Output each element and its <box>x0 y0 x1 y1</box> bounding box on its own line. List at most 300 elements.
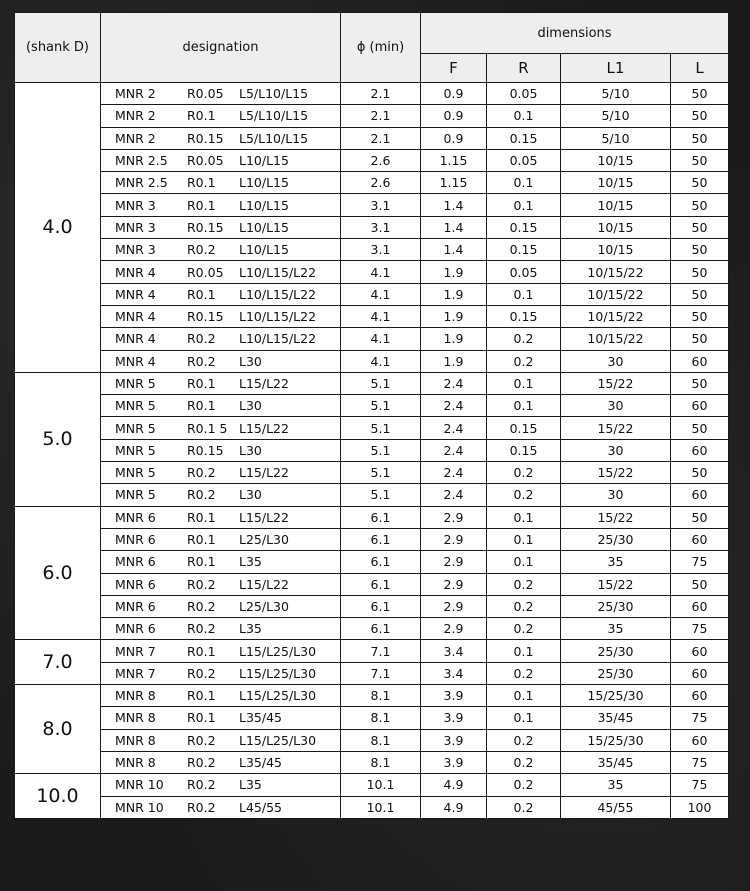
table-row <box>15 261 729 283</box>
header-l: L <box>671 54 729 83</box>
corner-radius: R0.2 <box>187 353 216 369</box>
length-options: L15/L25/L30 <box>239 732 317 748</box>
corner-radius: R0.2 <box>187 732 216 748</box>
r-cell: 0.15 <box>487 127 561 149</box>
table-header <box>15 13 729 83</box>
corner-radius: R0.1 <box>187 175 216 191</box>
table-row <box>15 127 729 149</box>
r-cell: 0.15 <box>487 239 561 261</box>
spec-sheet <box>14 12 728 819</box>
table-row <box>15 372 729 394</box>
corner-radius: R0.2 <box>187 777 216 793</box>
corner-radius: R0.15 <box>187 309 224 325</box>
phi-min-cell: 5.1 <box>341 439 421 461</box>
length-options: L10/L15 <box>239 242 289 258</box>
l-cell: 75 <box>671 774 729 796</box>
f-cell: 2.9 <box>421 618 487 640</box>
length-options: L15/L25/L30 <box>239 688 317 704</box>
length-options: L15/L22 <box>239 376 289 391</box>
designation-cell <box>101 729 341 751</box>
corner-radius: R0.1 <box>187 398 216 414</box>
table-row <box>15 417 729 439</box>
phi-min-cell: 2.1 <box>341 127 421 149</box>
l1-cell: 10/15/22 <box>561 283 671 305</box>
corner-radius: R0.2 <box>187 242 216 258</box>
designation-cell <box>101 261 341 283</box>
r-cell: 0.1 <box>487 283 561 305</box>
phi-min-cell: 3.1 <box>341 216 421 238</box>
length-options: L30 <box>239 353 262 369</box>
r-cell: 0.2 <box>487 462 561 484</box>
l-cell: 50 <box>671 305 729 327</box>
l-cell: 50 <box>671 172 729 194</box>
length-options: L5/L10/L15 <box>239 108 309 124</box>
phi-min-cell: 2.1 <box>341 105 421 127</box>
corner-radius: R0.1 <box>187 376 216 391</box>
shank-diameter-cell: 8.0 <box>15 685 101 774</box>
phi-min-cell: 6.1 <box>341 595 421 617</box>
table-row <box>15 751 729 773</box>
model-name: MNR 5 <box>115 442 156 458</box>
header-shank: (shank D) <box>15 13 101 83</box>
model-name: MNR 5 <box>115 376 156 391</box>
corner-radius: R0.05 <box>187 153 224 169</box>
model-name: MNR 4 <box>115 309 156 325</box>
r-cell: 0.05 <box>487 83 561 105</box>
f-cell: 1.4 <box>421 194 487 216</box>
length-options: L10/L15 <box>239 219 289 235</box>
corner-radius: R0.2 <box>187 755 216 771</box>
phi-min-cell: 8.1 <box>341 751 421 773</box>
l-cell: 60 <box>671 528 729 550</box>
r-cell: 0.05 <box>487 149 561 171</box>
model-name: MNR 5 <box>115 465 156 481</box>
corner-radius: R0.2 <box>187 487 216 503</box>
l1-cell: 25/30 <box>561 595 671 617</box>
f-cell: 2.9 <box>421 595 487 617</box>
phi-min-cell: 8.1 <box>341 729 421 751</box>
model-name: MNR 3 <box>115 197 156 213</box>
length-options: L35 <box>239 554 262 570</box>
f-cell: 3.4 <box>421 662 487 684</box>
r-cell: 0.1 <box>487 707 561 729</box>
corner-radius: R0.1 <box>187 532 216 548</box>
table-row <box>15 662 729 684</box>
designation-cell <box>101 83 341 105</box>
header-phi-min: ϕ (min) <box>341 13 421 83</box>
l1-cell: 15/22 <box>561 573 671 595</box>
l-cell: 60 <box>671 395 729 417</box>
header-f: F <box>421 54 487 83</box>
model-name: MNR 5 <box>115 420 156 436</box>
corner-radius: R0.15 <box>187 442 224 458</box>
l-cell: 50 <box>671 372 729 394</box>
r-cell: 0.1 <box>487 506 561 528</box>
table-row <box>15 573 729 595</box>
length-options: L15/L22 <box>239 509 289 525</box>
r-cell: 0.1 <box>487 194 561 216</box>
length-options: L45/55 <box>239 799 282 815</box>
model-name: MNR 3 <box>115 219 156 235</box>
l-cell: 100 <box>671 796 729 818</box>
table-row <box>15 239 729 261</box>
f-cell: 3.9 <box>421 729 487 751</box>
table-row <box>15 328 729 350</box>
l1-cell: 15/22 <box>561 372 671 394</box>
phi-min-cell: 5.1 <box>341 372 421 394</box>
length-options: L35/45 <box>239 755 282 771</box>
header-r: R <box>487 54 561 83</box>
l-cell: 50 <box>671 149 729 171</box>
l1-cell: 35 <box>561 774 671 796</box>
model-name: MNR 2 <box>115 130 156 146</box>
l1-cell: 35/45 <box>561 707 671 729</box>
l1-cell: 5/10 <box>561 127 671 149</box>
length-options: L5/L10/L15 <box>239 86 309 102</box>
corner-radius: R0.1 <box>187 197 216 213</box>
l-cell: 60 <box>671 484 729 506</box>
l1-cell: 30 <box>561 350 671 372</box>
phi-min-cell: 4.1 <box>341 305 421 327</box>
f-cell: 1.4 <box>421 216 487 238</box>
r-cell: 0.1 <box>487 551 561 573</box>
phi-min-cell: 4.1 <box>341 328 421 350</box>
l-cell: 60 <box>671 595 729 617</box>
phi-min-cell: 5.1 <box>341 484 421 506</box>
r-cell: 0.05 <box>487 261 561 283</box>
r-cell: 0.2 <box>487 751 561 773</box>
header-dimensions: dimensions <box>421 13 729 54</box>
designation-cell <box>101 640 341 662</box>
phi-min-cell: 4.1 <box>341 350 421 372</box>
designation-cell <box>101 283 341 305</box>
table-row <box>15 216 729 238</box>
designation-cell <box>101 216 341 238</box>
l-cell: 50 <box>671 573 729 595</box>
l-cell: 60 <box>671 685 729 707</box>
f-cell: 4.9 <box>421 774 487 796</box>
l1-cell: 10/15 <box>561 149 671 171</box>
l-cell: 75 <box>671 707 729 729</box>
l-cell: 75 <box>671 618 729 640</box>
table-row <box>15 618 729 640</box>
length-options: L10/L15 <box>239 175 289 191</box>
designation-cell <box>101 774 341 796</box>
f-cell: 2.9 <box>421 506 487 528</box>
r-cell: 0.2 <box>487 484 561 506</box>
model-name: MNR 8 <box>115 755 156 771</box>
r-cell: 0.1 <box>487 528 561 550</box>
r-cell: 0.2 <box>487 618 561 640</box>
l-cell: 50 <box>671 83 729 105</box>
designation-cell <box>101 439 341 461</box>
length-options: L35/45 <box>239 710 282 726</box>
length-options: L35 <box>239 621 262 637</box>
table-row <box>15 305 729 327</box>
corner-radius: R0.2 <box>187 331 216 347</box>
table-row <box>15 350 729 372</box>
f-cell: 2.4 <box>421 439 487 461</box>
table-row <box>15 83 729 105</box>
designation-cell <box>101 528 341 550</box>
phi-min-cell: 4.1 <box>341 261 421 283</box>
length-options: L5/L10/L15 <box>239 130 309 146</box>
r-cell: 0.2 <box>487 328 561 350</box>
length-options: L15/L22 <box>239 420 289 436</box>
l-cell: 50 <box>671 506 729 528</box>
corner-radius: R0.2 <box>187 621 216 637</box>
table-row <box>15 707 729 729</box>
length-options: L15/L22 <box>239 465 289 481</box>
l1-cell: 15/22 <box>561 417 671 439</box>
l1-cell: 10/15 <box>561 172 671 194</box>
table-row <box>15 194 729 216</box>
r-cell: 0.2 <box>487 573 561 595</box>
l1-cell: 30 <box>561 484 671 506</box>
r-cell: 0.15 <box>487 439 561 461</box>
model-name: MNR 7 <box>115 643 156 659</box>
corner-radius: R0.1 5 <box>187 420 228 436</box>
l-cell: 50 <box>671 261 729 283</box>
table-row <box>15 395 729 417</box>
length-options: L25/L30 <box>239 532 289 548</box>
f-cell: 2.9 <box>421 573 487 595</box>
l1-cell: 10/15/22 <box>561 305 671 327</box>
phi-min-cell: 7.1 <box>341 662 421 684</box>
r-cell: 0.15 <box>487 305 561 327</box>
designation-cell <box>101 551 341 573</box>
corner-radius: R0.1 <box>187 108 216 124</box>
model-name: MNR 8 <box>115 688 156 704</box>
l-cell: 75 <box>671 551 729 573</box>
designation-cell <box>101 305 341 327</box>
length-options: L30 <box>239 442 262 458</box>
f-cell: 1.4 <box>421 239 487 261</box>
designation-cell <box>101 172 341 194</box>
phi-min-cell: 3.1 <box>341 194 421 216</box>
l1-cell: 5/10 <box>561 83 671 105</box>
model-name: MNR 3 <box>115 242 156 258</box>
r-cell: 0.2 <box>487 796 561 818</box>
table-row <box>15 774 729 796</box>
length-options: L15/L25/L30 <box>239 665 317 681</box>
shank-diameter-cell: 4.0 <box>15 83 101 373</box>
corner-radius: R0.1 <box>187 643 216 659</box>
f-cell: 2.4 <box>421 462 487 484</box>
f-cell: 2.9 <box>421 551 487 573</box>
designation-cell <box>101 662 341 684</box>
model-name: MNR 10 <box>115 799 164 815</box>
phi-min-cell: 4.1 <box>341 283 421 305</box>
phi-min-cell: 6.1 <box>341 551 421 573</box>
phi-min-cell: 8.1 <box>341 707 421 729</box>
designation-cell <box>101 484 341 506</box>
f-cell: 0.9 <box>421 83 487 105</box>
l-cell: 60 <box>671 350 729 372</box>
shank-diameter-cell: 10.0 <box>15 774 101 819</box>
table-row <box>15 283 729 305</box>
corner-radius: R0.2 <box>187 665 216 681</box>
model-name: MNR 8 <box>115 732 156 748</box>
l1-cell: 35 <box>561 551 671 573</box>
table-row <box>15 729 729 751</box>
model-name: MNR 5 <box>115 487 156 503</box>
model-name: MNR 4 <box>115 286 156 302</box>
model-name: MNR 2 <box>115 86 156 102</box>
table-row <box>15 551 729 573</box>
r-cell: 0.15 <box>487 216 561 238</box>
phi-min-cell: 5.1 <box>341 417 421 439</box>
r-cell: 0.2 <box>487 774 561 796</box>
shank-diameter-cell: 7.0 <box>15 640 101 685</box>
phi-min-cell: 7.1 <box>341 640 421 662</box>
l1-cell: 45/55 <box>561 796 671 818</box>
dimensions-table <box>14 12 729 819</box>
model-name: MNR 5 <box>115 398 156 414</box>
header-l1: L1 <box>561 54 671 83</box>
l1-cell: 25/30 <box>561 662 671 684</box>
designation-cell <box>101 350 341 372</box>
l-cell: 60 <box>671 729 729 751</box>
table-row <box>15 172 729 194</box>
l1-cell: 25/30 <box>561 640 671 662</box>
table-row <box>15 640 729 662</box>
f-cell: 0.9 <box>421 127 487 149</box>
f-cell: 3.9 <box>421 751 487 773</box>
length-options: L10/L15/L22 <box>239 309 317 325</box>
designation-cell <box>101 372 341 394</box>
designation-cell <box>101 595 341 617</box>
table-row <box>15 105 729 127</box>
l-cell: 60 <box>671 640 729 662</box>
f-cell: 1.9 <box>421 283 487 305</box>
l1-cell: 15/22 <box>561 506 671 528</box>
designation-cell <box>101 506 341 528</box>
corner-radius: R0.1 <box>187 286 216 302</box>
length-options: L30 <box>239 487 262 503</box>
phi-min-cell: 2.6 <box>341 149 421 171</box>
l1-cell: 5/10 <box>561 105 671 127</box>
table-row <box>15 149 729 171</box>
r-cell: 0.2 <box>487 350 561 372</box>
f-cell: 1.9 <box>421 261 487 283</box>
l-cell: 50 <box>671 194 729 216</box>
header-designation: designation <box>101 13 341 83</box>
model-name: MNR 7 <box>115 665 156 681</box>
l1-cell: 10/15 <box>561 239 671 261</box>
phi-min-cell: 3.1 <box>341 239 421 261</box>
shank-diameter-cell: 5.0 <box>15 372 101 506</box>
r-cell: 0.2 <box>487 595 561 617</box>
corner-radius: R0.1 <box>187 688 216 704</box>
designation-cell <box>101 707 341 729</box>
model-name: MNR 6 <box>115 554 156 570</box>
table-row <box>15 506 729 528</box>
length-options: L10/L15/L22 <box>239 286 317 302</box>
f-cell: 2.4 <box>421 417 487 439</box>
l-cell: 60 <box>671 662 729 684</box>
model-name: MNR 6 <box>115 621 156 637</box>
phi-min-cell: 6.1 <box>341 506 421 528</box>
model-name: MNR 2 <box>115 108 156 124</box>
phi-min-cell: 5.1 <box>341 462 421 484</box>
corner-radius: R0.05 <box>187 86 224 102</box>
model-name: MNR 6 <box>115 598 156 614</box>
l1-cell: 35/45 <box>561 751 671 773</box>
l-cell: 50 <box>671 127 729 149</box>
l-cell: 75 <box>671 751 729 773</box>
l-cell: 50 <box>671 283 729 305</box>
phi-min-cell: 2.6 <box>341 172 421 194</box>
model-name: MNR 4 <box>115 353 156 369</box>
table-row <box>15 595 729 617</box>
corner-radius: R0.1 <box>187 710 216 726</box>
l-cell: 60 <box>671 439 729 461</box>
designation-cell <box>101 328 341 350</box>
f-cell: 3.9 <box>421 685 487 707</box>
phi-min-cell: 2.1 <box>341 83 421 105</box>
designation-cell <box>101 417 341 439</box>
model-name: MNR 2.5 <box>115 153 168 169</box>
f-cell: 1.9 <box>421 305 487 327</box>
table-row <box>15 462 729 484</box>
table-row <box>15 528 729 550</box>
length-options: L10/L15/L22 <box>239 264 317 280</box>
shank-diameter-cell: 6.0 <box>15 506 101 640</box>
length-options: L30 <box>239 398 262 414</box>
model-name: MNR 4 <box>115 331 156 347</box>
phi-min-cell: 5.1 <box>341 395 421 417</box>
designation-cell <box>101 573 341 595</box>
phi-min-cell: 10.1 <box>341 774 421 796</box>
model-name: MNR 10 <box>115 777 164 793</box>
designation-cell <box>101 194 341 216</box>
l1-cell: 10/15/22 <box>561 328 671 350</box>
f-cell: 2.4 <box>421 395 487 417</box>
l1-cell: 30 <box>561 395 671 417</box>
r-cell: 0.2 <box>487 662 561 684</box>
corner-radius: R0.05 <box>187 264 224 280</box>
corner-radius: R0.15 <box>187 219 224 235</box>
l-cell: 50 <box>671 105 729 127</box>
phi-min-cell: 10.1 <box>341 796 421 818</box>
f-cell: 1.15 <box>421 149 487 171</box>
l1-cell: 15/25/30 <box>561 685 671 707</box>
l-cell: 50 <box>671 462 729 484</box>
r-cell: 0.1 <box>487 105 561 127</box>
corner-radius: R0.15 <box>187 130 224 146</box>
r-cell: 0.1 <box>487 685 561 707</box>
table-row <box>15 685 729 707</box>
f-cell: 2.4 <box>421 372 487 394</box>
r-cell: 0.15 <box>487 417 561 439</box>
r-cell: 0.2 <box>487 729 561 751</box>
f-cell: 1.9 <box>421 350 487 372</box>
l1-cell: 10/15 <box>561 216 671 238</box>
designation-cell <box>101 462 341 484</box>
designation-cell <box>101 127 341 149</box>
r-cell: 0.1 <box>487 640 561 662</box>
designation-cell <box>101 751 341 773</box>
designation-cell <box>101 105 341 127</box>
l1-cell: 10/15 <box>561 194 671 216</box>
corner-radius: R0.2 <box>187 576 216 592</box>
f-cell: 2.9 <box>421 528 487 550</box>
model-name: MNR 8 <box>115 710 156 726</box>
designation-cell <box>101 618 341 640</box>
l1-cell: 10/15/22 <box>561 261 671 283</box>
designation-cell <box>101 239 341 261</box>
